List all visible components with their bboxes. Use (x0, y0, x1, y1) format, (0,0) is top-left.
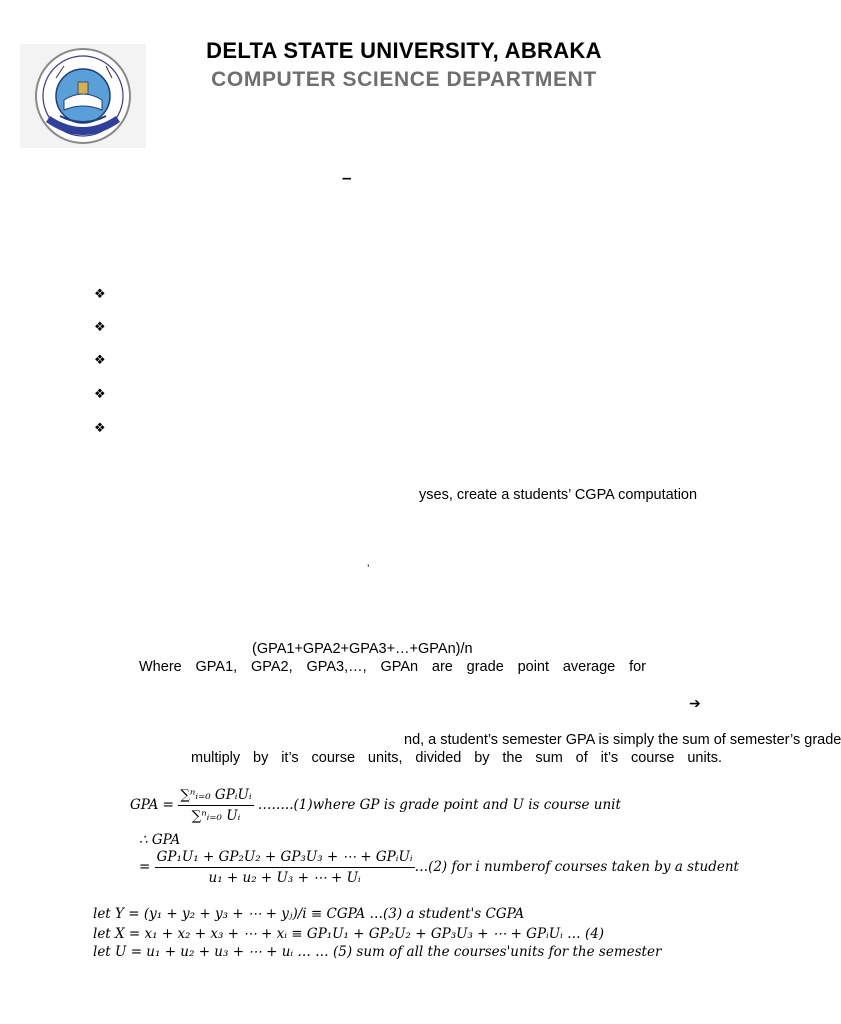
bullet-icon: ❖ (94, 386, 106, 401)
eq2-denominator: u₁ + u₂ + U₃ + ⋯ + Uᵢ (208, 870, 361, 886)
eq2-equals: = (139, 859, 151, 875)
cgpa-formula-text: (GPA1+GPA2+GPA3+…+GPAn)/n (252, 641, 473, 657)
cgpa-computation-text: yses, create a students’ CGPA computation (419, 487, 698, 503)
equation-2 (139, 849, 739, 886)
eq1-fraction (178, 787, 253, 824)
semester-gpa-line1: nd, a student’s semester GPA is simply the sum of semester’s grade (404, 732, 841, 748)
title-dash: – (342, 168, 352, 187)
bullet-icon: ❖ (94, 319, 106, 334)
eq1-numerator: ∑ⁿᵢ₌₀ GPᵢUᵢ (178, 787, 253, 806)
bullet-icon: ❖ (94, 352, 106, 367)
department-name: COMPUTER SCIENCE DEPARTMENT (211, 68, 597, 91)
eq2-fraction (155, 849, 415, 886)
equation-5: let U = u₁ + u₂ + u₃ + ⋯ + uᵢ … … (5) sum of all the courses'units for the semester (93, 944, 662, 960)
equation-3: let Y = (y₁ + y₂ + y₃ + ⋯ + yⱼ)/i ≡ CGPA …(3) a student's CGPA (93, 906, 525, 922)
eq2-numerator: GP₁U₁ + GP₂U₂ + GP₃U₃ + ⋯ + GPᵢUᵢ (155, 849, 415, 868)
university-name: DELTA STATE UNIVERSITY, ABRAKA (206, 38, 602, 63)
bullet-icon: ❖ (94, 420, 106, 435)
where-gpa-text: Where GPA1, GPA2, GPA3,…, GPAn are grade point average for (139, 659, 646, 675)
semester-gpa-line2: multiply by it’s course units, divided by the sum of it’s course units. (191, 750, 722, 766)
arrow-icon: ➔ (689, 695, 701, 711)
equation-2-label: ∴ GPA (139, 832, 181, 848)
eq1-lhs: GPA = (130, 797, 179, 813)
eq2-tail: …(2) for i numberof courses taken by a student (414, 859, 739, 875)
stray-apostrophe: ’ (367, 563, 370, 575)
eq1-tail: ……..(1)where GP is grade point and U is course unit (253, 797, 621, 813)
eq1-denominator: ∑ⁿᵢ₌₀ Uᵢ (191, 808, 241, 824)
equation-4: let X = x₁ + x₂ + x₃ + ⋯ + xᵢ ≡ GP₁U₁ + GP₂U₂ + GP₃U₃ + ⋯ + GPᵢUᵢ … (4) (93, 926, 605, 942)
equation-1 (130, 787, 621, 824)
bullet-icon: ❖ (94, 286, 106, 301)
